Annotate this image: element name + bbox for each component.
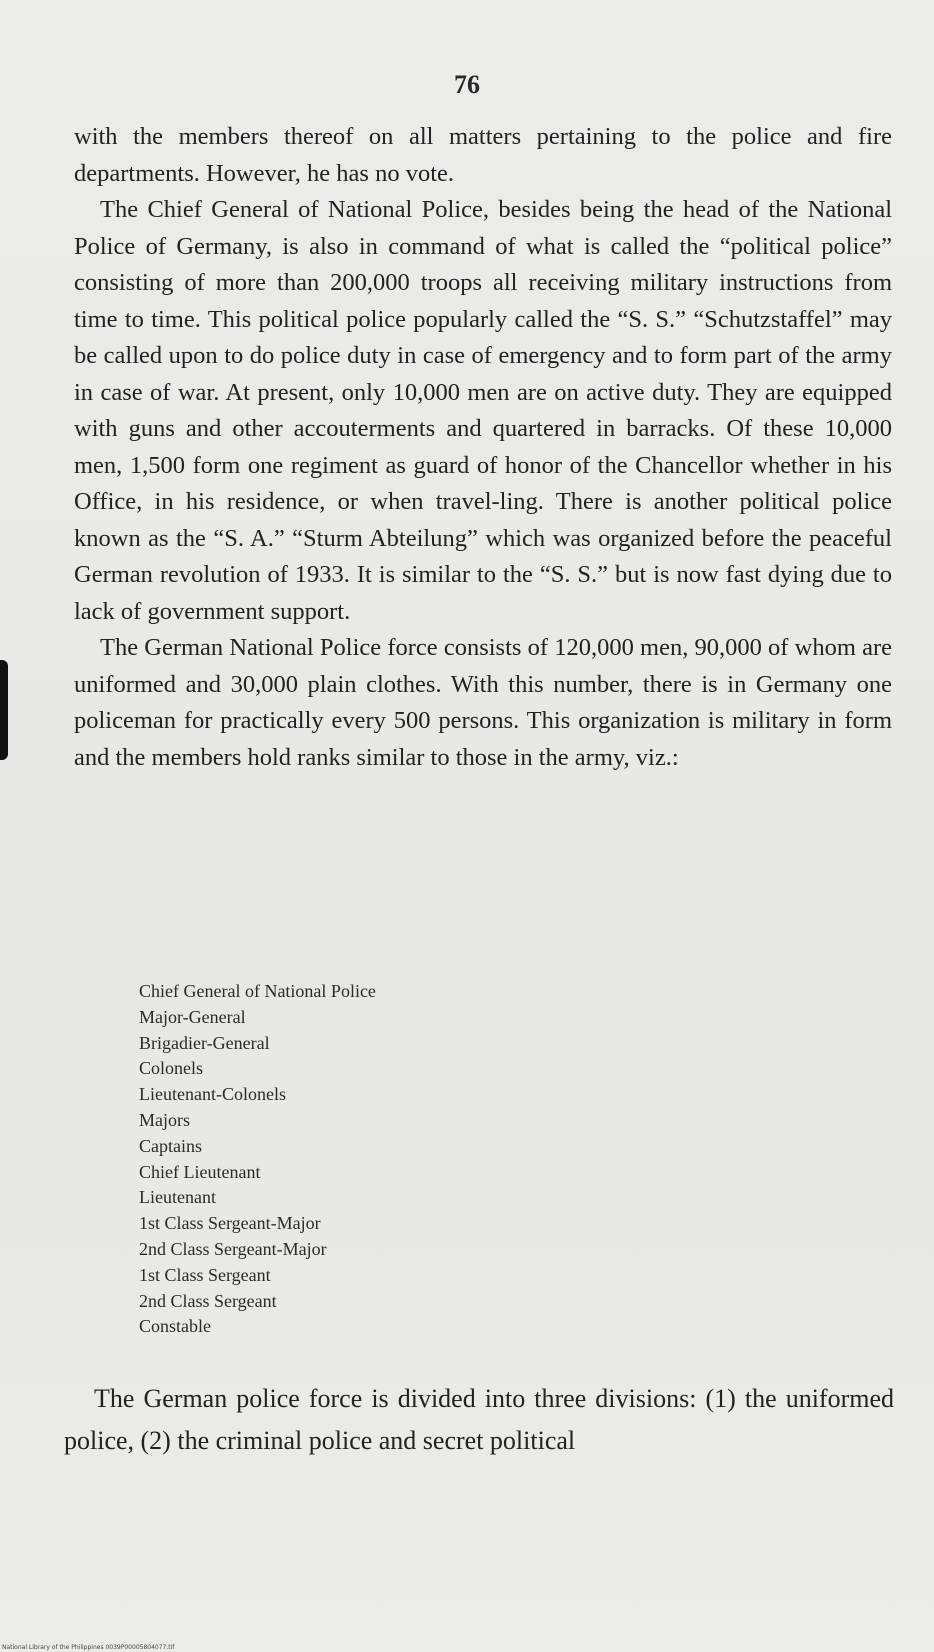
rank-item: Chief General of National Police [139, 981, 376, 1001]
rank-item: Constable [139, 1316, 211, 1337]
rank-item: Major-General [139, 1006, 246, 1027]
rank-item: Lieutenant-Colonels [139, 1084, 286, 1105]
paragraph-divisions: The German police force is divided into three divisions: (1) the uniformed police, (2) the criminal police and secret political [64, 1384, 894, 1455]
paragraph-political-police: The Chief General of National Police, besides being the head of the National Police of Germany, is also in command of what is called the “political police” consisting of more than 200,000 troops all receiving military instructions from time to time. This political police popularly called the “S. S.” “Schutzstaffel” may be called upon to do police duty in case of emergency and to form part of the army in case of war. At present, only 10,000 men are on active duty. They are equipped with guns and other accouterments and quartered in barracks. Of these 10,000 men, 1,500 form one regiment as guard of honor of the Chancellor whether in his Office, in his residence, or when travel-ling. There is another political police known as the “S. A.” “Sturm Abteilung” which was organized before the peaceful German revolution of 1933. It is similar to the “S. S.” but is now fast dying due to lack of government support. [74, 196, 892, 625]
rank-item: 2nd Class Sergeant-Major [139, 1238, 327, 1259]
binding-edge-mark [0, 660, 8, 760]
rank-item: Colonels [139, 1058, 204, 1079]
rank-item: Captains [139, 1135, 202, 1156]
body-text [74, 119, 892, 776]
page-number: 76 [454, 70, 480, 99]
paragraph-national-police-force: The German National Police force consists of 120,000 men, 90,000 of whom are uniformed and 30,000 plain clothes. With this number, there is in Germany one policeman for practically every 500 persons. This organization is military in form and the members hold ranks similar to those in the army, viz.: [74, 634, 892, 771]
rank-item: Brigadier-General [139, 1032, 270, 1053]
ranks-list [139, 979, 639, 1340]
paragraph-continuation: with the members thereof on all matters pertaining to the police and fire departments. However, he has no vote. [74, 123, 892, 187]
rank-item: Chief Lieutenant [139, 1161, 261, 1182]
rank-item: 2nd Class Sergeant [139, 1290, 277, 1311]
footer-credit: National Library of the Philippines 0039P00005804077.tif [2, 1644, 175, 1651]
rank-item: Majors [139, 1109, 190, 1130]
rank-item: 1st Class Sergeant [139, 1264, 271, 1285]
closing-text [64, 1378, 894, 1462]
rank-item: Lieutenant [139, 1187, 216, 1208]
rank-item: 1st Class Sergeant-Major [139, 1213, 321, 1234]
